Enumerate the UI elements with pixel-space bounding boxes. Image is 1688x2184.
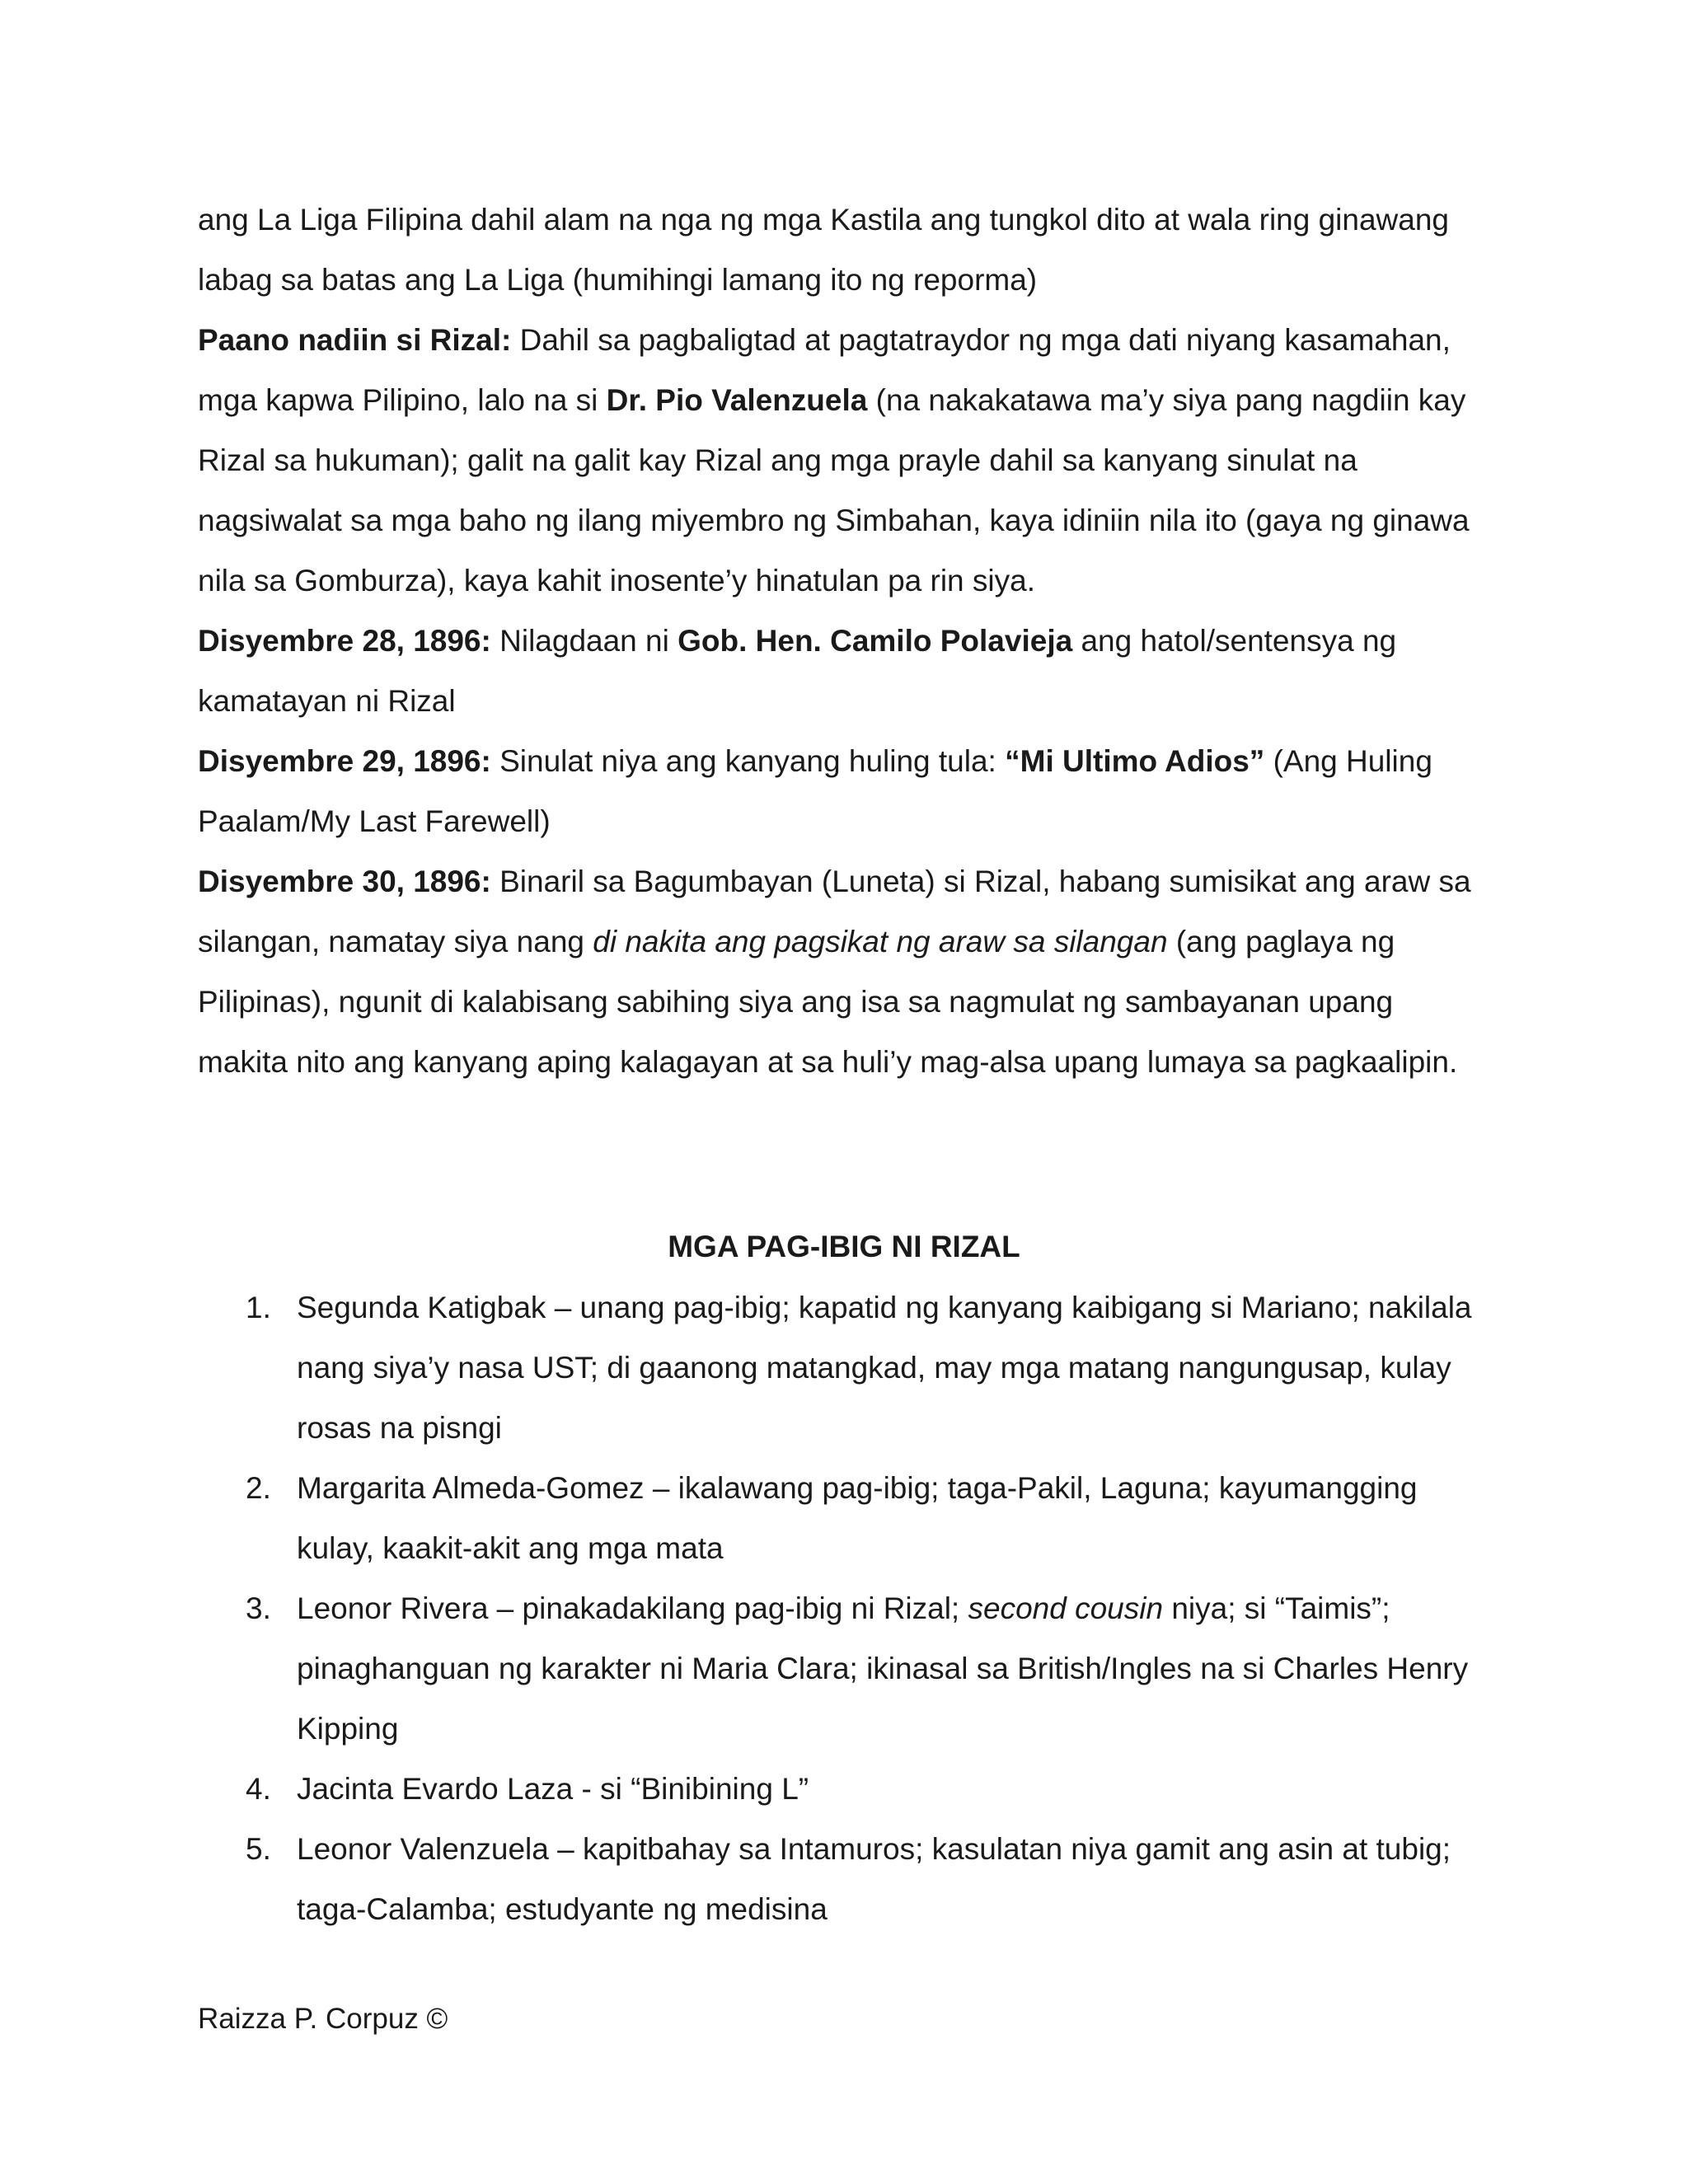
list-item [198,1819,1496,1939]
paragraph-text: Dahil sa pagbaligtad at pagtatraydor ng mga dati niyang kasamahan, mga kapwa Pilipino, lalo na si [198,323,1451,417]
date-label: Disyembre 30, 1896: [198,865,491,898]
list-number: 5. [246,1832,271,1866]
list-number: 2. [246,1471,271,1505]
paragraph-text: (ang paglaya ng Pilipinas), ngunit di kalabisang sabihing siya ang isa sa nagmulat ng sambayanan upang makita nito ang kanyang aping kalagayan at sa huli’y mag-alsa upang lumaya sa pagkaalipin. [198,925,1458,1079]
list-item [198,1277,1496,1458]
paragraph-la-liga [198,190,1484,310]
paragraph-text: (Ang Huling Paalam/My Last Farewell) [198,744,1432,838]
list-item [198,1759,1496,1819]
poem-title: “Mi Ultimo Adios” [1005,744,1265,778]
emphasis-name: Gob. Hen. Camilo Polavieja [678,624,1073,658]
footer-credit: Raizza P. Corpuz © [198,2003,448,2035]
paragraph-dec-28 [198,611,1484,731]
paragraph-dec-29 [198,731,1484,851]
love-list [198,1277,1496,1939]
paragraph-text: Binaril sa Bagumbayan (Luneta) si Rizal, habang sumisikat ang araw sa silangan, namatay siya nang [198,865,1471,958]
emphasis-italic: second cousin [968,1591,1164,1625]
date-label: Disyembre 29, 1896: [198,744,491,778]
list-item [198,1458,1496,1578]
paragraph-dec-30 [198,851,1484,1092]
body-text [198,190,1484,1092]
list-item [198,1578,1496,1759]
paragraph-text: Sinulat niya ang kanyang huling tula: [490,744,1006,778]
paragraph-text: ang La Liga Filipina dahil alam na nga ng mga Kastila ang tungkol dito at wala ring ginawang labag sa batas ang La Liga (humihingi lamang ito ng reporma) [198,203,1450,297]
list-item-text: Segunda Katigbak – unang pag-ibig; kapatid ng kanyang kaibigang si Mariano; nakilala nang siya’y nasa UST; di gaanong matangkad, may mga matang nangungusap, kulay rosas na pisngi [297,1291,1472,1445]
paragraph-text: Nilagdaan ni [490,624,678,658]
date-label: Disyembre 28, 1896: [198,624,491,658]
list-item-text: Margarita Almeda-Gomez – ikalawang pag-ibig; taga-Pakil, Laguna; kayumangging kulay, kaakit-akit ang mga mata [297,1471,1418,1565]
list-item-text: niya; si “Taimis”; pinaghanguan ng karakter ni Maria Clara; ikinasal sa British/Ingles na si Charles Henry Kipping [297,1591,1469,1746]
emphasis-italic: di nakita ang pagsikat ng araw sa silangan [593,925,1168,958]
list-item-text: Leonor Valenzuela – kapitbahay sa Intamuros; kasulatan niya gamit ang asin at tubig; taga-Calamba; estudyante ng medisina [297,1832,1451,1926]
paragraph-text: ang hatol/sentensya ng kamatayan ni Rizal [198,624,1397,718]
emphasis-name: Dr. Pio Valenzuela [606,383,868,417]
paragraph-text: (na nakakatawa ma’y siya pang nagdiin kay Rizal sa hukuman); galit na galit kay Rizal ang mga prayle dahil sa kanyang sinulat na nagsiwalat sa mga baho ng ilang miyembro ng Simbahan, kaya idiniin nila ito (gaya ng ginawa nila sa Gomburza), kaya kahit inosente’y hinatulan pa rin siya. [198,383,1470,598]
list-item-text: Jacinta Evardo Laza - si “Binibining L” [297,1772,809,1806]
list-number: 3. [246,1591,271,1625]
paragraph-label: Paano nadiin si Rizal: [198,323,512,357]
section-heading: MGA PAG-IBIG NI RIZAL [668,1230,1020,1263]
paragraph-paano-nadiin [198,310,1484,611]
list-item-text: Leonor Rivera – pinakadakilang pag-ibig ni Rizal; [297,1591,968,1625]
list-number: 4. [246,1772,271,1806]
list-number: 1. [246,1291,271,1324]
